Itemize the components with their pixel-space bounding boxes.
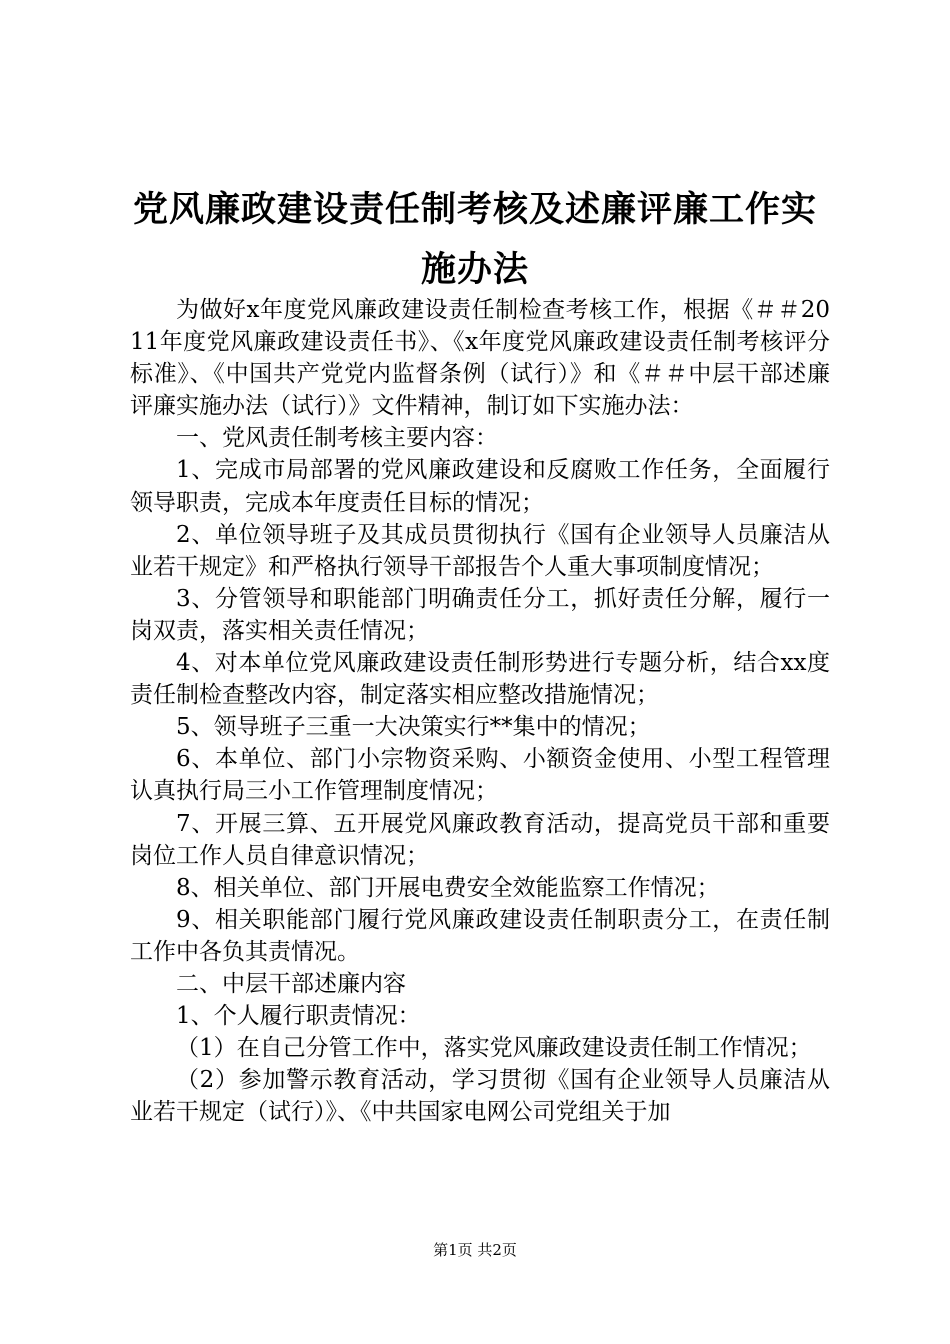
list-item: 1、个人履行职责情况： (176, 1003, 421, 1030)
section-heading-1: 一、党风责任制考核主要内容： (176, 425, 498, 452)
list-item: 2、单位领导班子及其成员贯彻执行《国有企业领导人员廉洁从业若干规定》和严格执行领导干部报告个人重大事项制度情况； (130, 521, 830, 580)
sub-list-item: （2）参加警示教育活动，学习贯彻《国有企业领导人员廉洁从业若干规定（试行）》、《中共国家电网公司党组关于加 (130, 1067, 830, 1126)
list-item: 4、对本单位党风廉政建设责任制形势进行专题分析，结合xx度责任制检查整改内容，制定落实相应整改措施情况； (130, 650, 830, 709)
page-number-footer: 第1页 共2页 (433, 1241, 517, 1259)
intro-paragraph: 为做好x年度党风廉政建设责任制检查考核工作，根据《＃＃2011年度党风廉政建设责任书》、《x年度党风廉政建设责任制考核评分标准》、《中国共产党党内监督条例（试行）》和《＃＃中层干部述廉评廉实施办法（试行）》文件精神，制订如下实施办法： (130, 297, 830, 420)
sub-list-item: （1）在自己分管工作中，落实党风廉政建设责任制工作情况； (176, 1035, 812, 1062)
document-title: 党风廉政建设责任制考核及述廉评廉工作实施办法 (132, 190, 817, 290)
list-item: 1、完成市局部署的党风廉政建设和反腐败工作任务，全面履行领导职责，完成本年度责任目标的情况； (130, 457, 830, 516)
list-item: 6、本单位、部门小宗物资采购、小额资金使用、小型工程管理认真执行局三小工作管理制度情况； (130, 746, 830, 805)
document-body (130, 294, 830, 1128)
list-item: 7、开展三算、五开展党风廉政教育活动，提高党员干部和重要岗位工作人员自律意识情况； (130, 810, 830, 869)
list-item: 5、领导班子三重一大决策实行**集中的情况； (176, 714, 651, 741)
list-item: 8、相关单位、部门开展电费安全效能监察工作情况； (176, 874, 720, 901)
list-item: 9、相关职能部门履行党风廉政建设责任制职责分工，在责任制工作中各负其责情况。 (130, 906, 830, 965)
section-heading-2: 二、中层干部述廉内容 (176, 970, 406, 997)
list-item: 3、分管领导和职能部门明确责任分工，抓好责任分解，履行一岗双责，落实相关责任情况； (130, 585, 830, 644)
